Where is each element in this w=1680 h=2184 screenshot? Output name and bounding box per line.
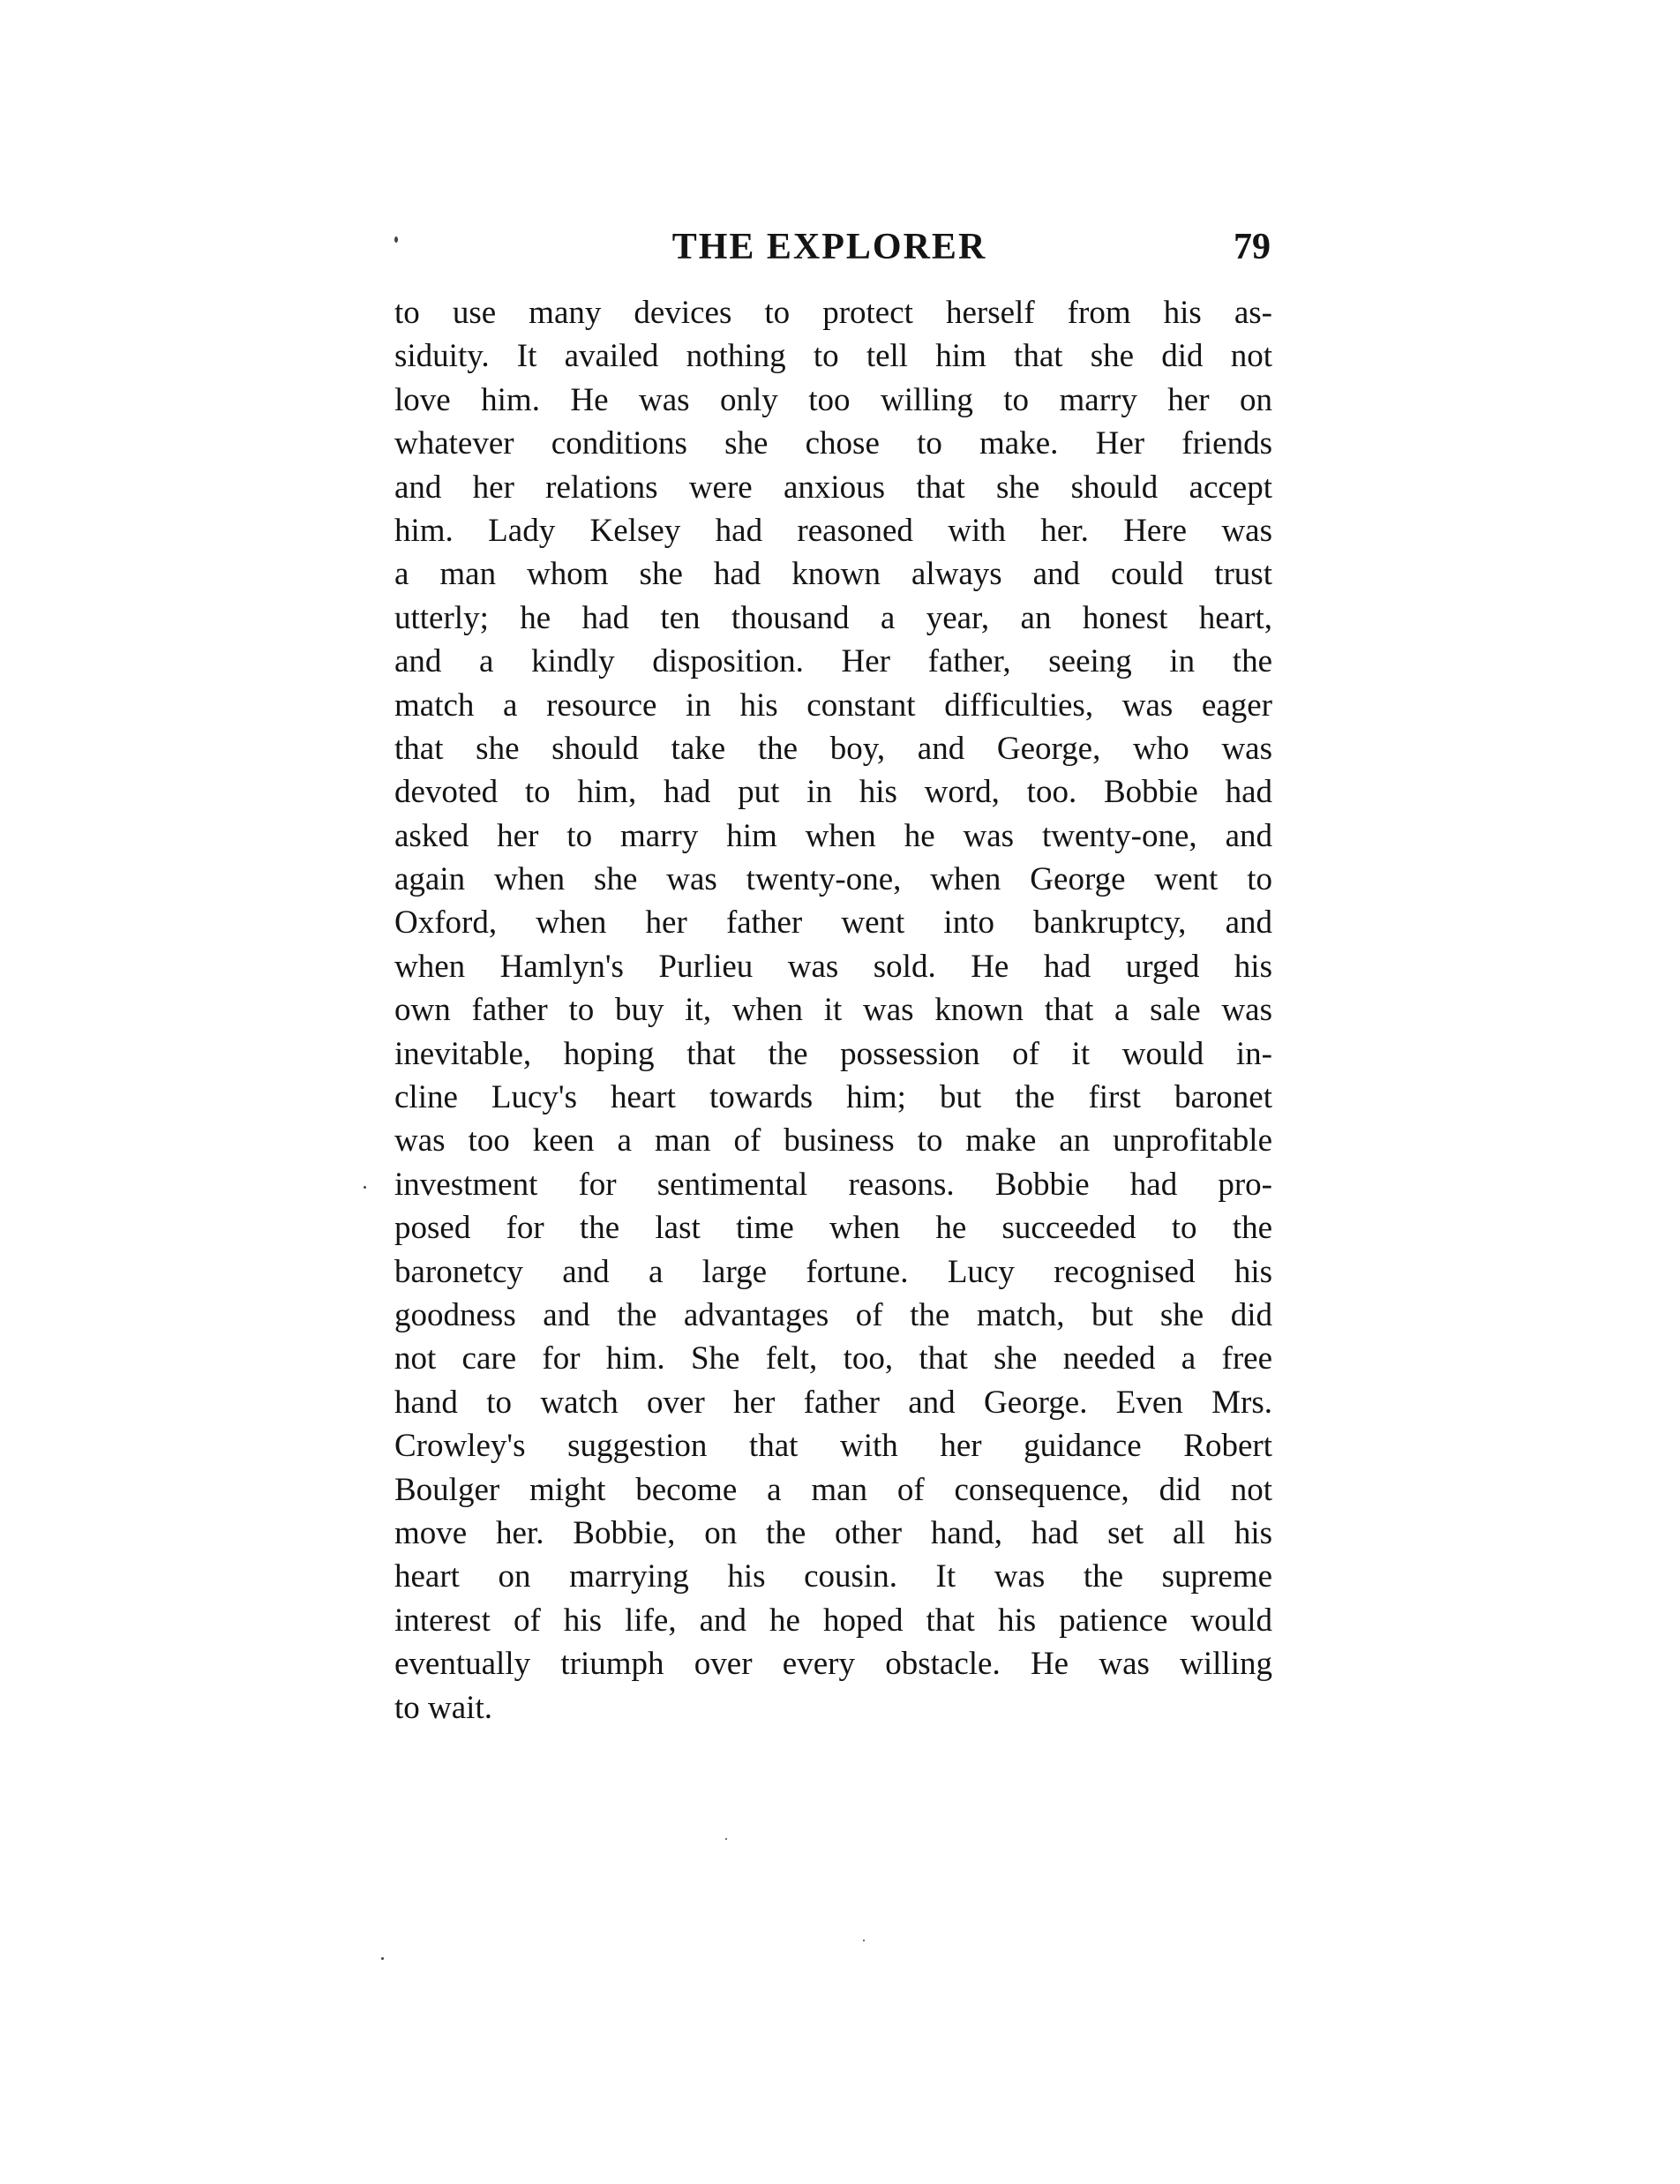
scan-speck [725,1838,727,1840]
text-line: asked her to marry him when he was twenty-one, and [394,817,1272,854]
text-line: and her relations were anxious that she should accept [394,469,1272,506]
text-line: was too keen a man of business to make an unprofitable [394,1122,1272,1160]
text-line: posed for the last time when he succeeded to the [394,1210,1272,1247]
text-line: interest of his life, and he hoped that his patience would [394,1602,1272,1639]
text-line: goodness and the advantages of the match, but she did [394,1296,1272,1333]
text-line: and a kindly disposition. Her father, seeing in the [394,643,1272,680]
scan-speck [863,1940,865,1941]
page-number: 79 [1234,227,1271,267]
text-line: love him. He was only too willing to marry her on [394,381,1272,418]
page-header [388,221,1271,282]
text-line: Oxford, when her father went into bankruptcy, and [394,904,1272,942]
text-line: to wait. [394,1689,492,1726]
text-line: him. Lady Kelsey had reasoned with her. Here was [394,512,1272,549]
text-line: to use many devices to protect herself from his as- [394,295,1272,331]
text-line: investment for sentimental reasons. Bobbie had pro- [394,1166,1272,1203]
text-line: eventually triumph over every obstacle. He was willing [394,1646,1272,1683]
text-line: whatever conditions she chose to make. Her friends [394,425,1272,462]
text-line: not care for him. She felt, too, that she needed a free [394,1340,1272,1377]
scan-speck [381,1957,384,1960]
text-line: hand to watch over her father and George. Even Mrs. [394,1384,1272,1421]
scan-speck [364,1186,366,1189]
text-line: a man whom she had known always and could trust [394,556,1272,593]
scan-speck [394,236,398,243]
text-line: match a resource in his constant difficulties, was eager [394,687,1272,724]
text-line: devoted to him, had put in his word, too. Bobbie had [394,774,1272,811]
text-line: siduity. It availed nothing to tell him that she did not [394,338,1272,375]
text-line: cline Lucy's heart towards him; but the first baronet [394,1079,1272,1116]
text-line: that she should take the boy, and George, who was [394,730,1272,767]
running-title: THE EXPLORER [671,227,987,267]
text-line: again when she was twenty-one, when George went to [394,861,1272,898]
text-line: own father to buy it, when it was known that a sale was [394,992,1272,1029]
text-line: inevitable, hoping that the possession of it would in- [394,1035,1272,1072]
text-line: when Hamlyn's Purlieu was sold. He had urged his [394,948,1272,985]
body-paragraph [394,291,1272,1730]
text-line: move her. Bobbie, on the other hand, had set all his [394,1514,1272,1551]
text-line: Crowley's suggestion that with her guidance Robert [394,1428,1272,1465]
text-line: baronetcy and a large fortune. Lucy recognised his [394,1253,1272,1290]
text-line: Boulger might become a man of consequence, did not [394,1471,1272,1508]
text-line: utterly; he had ten thousand a year, an honest heart, [394,599,1272,636]
text-line: heart on marrying his cousin. It was the supreme [394,1558,1272,1595]
